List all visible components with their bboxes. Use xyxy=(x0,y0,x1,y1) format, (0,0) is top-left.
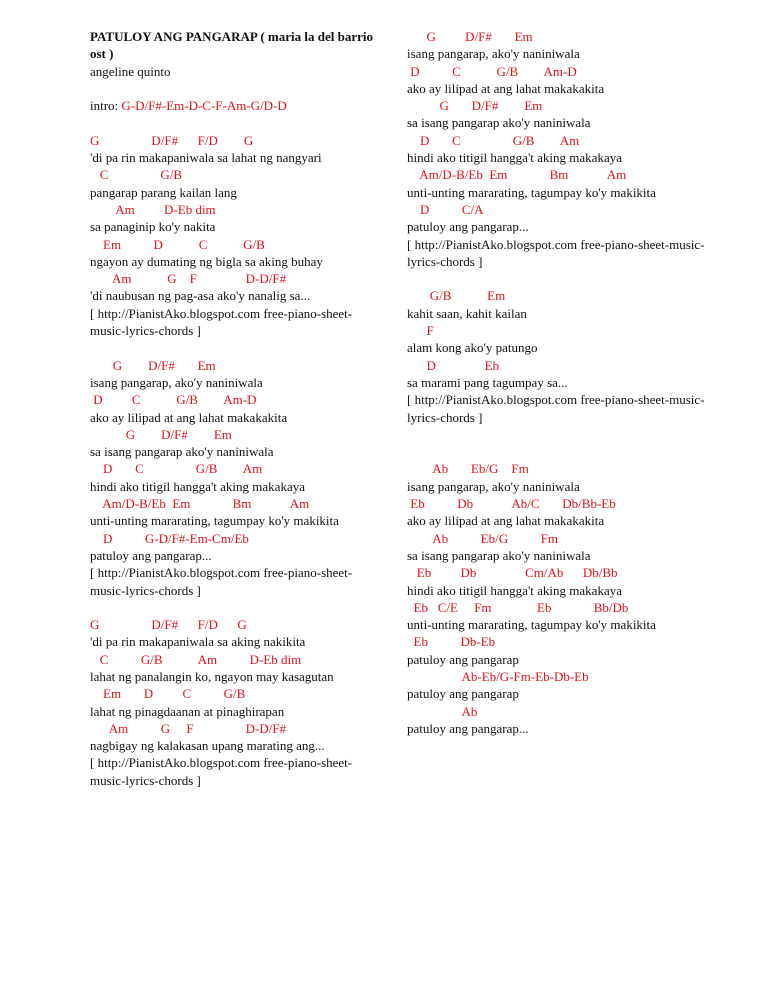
spacer xyxy=(90,114,375,131)
source-link-note: [ http://PianistAko.blogspot.com free-piano-sheet-music-lyrics-chords ] xyxy=(407,392,705,425)
right-column xyxy=(407,28,707,737)
chord-line: D C/A xyxy=(407,201,484,217)
chord-line: D C G/B Am-D xyxy=(90,392,257,408)
chord-line: Eb Db Cm/Ab Db/Bb xyxy=(407,565,618,581)
source-link-note: [ http://PianistAko.blogspot.com free-piano-sheet-music-lyrics-chords ] xyxy=(90,565,353,598)
chord-line: G D/F# Em xyxy=(90,426,232,442)
chord-line: Ab Eb/G Fm xyxy=(407,461,529,477)
chord-line: D Eb xyxy=(407,357,500,373)
lyric-line: isang pangarap, ako'y naniniwala xyxy=(407,478,580,494)
chorus-3 xyxy=(407,460,707,737)
chord-line: Em D C G/B xyxy=(90,686,246,702)
lyric-line: patuloy ang pangarap xyxy=(407,686,519,702)
chord-line: Ab Eb/G Fm xyxy=(407,530,558,546)
chord-line: Eb C/E Fm Eb Bb/Db xyxy=(407,599,629,615)
source-link-note: [ http://PianistAko.blogspot.com free-piano-sheet-music-lyrics-chords ] xyxy=(90,755,353,788)
lyric-line: pangarap parang kailan lang xyxy=(90,184,237,200)
chord-line: D C G/B Am-D xyxy=(407,63,577,79)
lyric-line: unti-unting mararating, tagumpay ko'y makikita xyxy=(407,184,656,200)
lyric-line: hindi ako titigil hangga't aking makakaya xyxy=(90,478,305,494)
chord-line: F xyxy=(407,323,434,339)
bridge xyxy=(407,287,707,425)
lyric-line: sa isang pangarap ako'y naniniwala xyxy=(407,547,591,563)
chord-line: G D/F# Em xyxy=(407,98,543,114)
chord-line: Eb Db-Eb xyxy=(407,634,496,650)
chorus-1 xyxy=(90,357,375,599)
chord-line: G D/F# F/D G xyxy=(90,617,247,633)
chord-line: Eb Db Ab/C Db/Bb-Eb xyxy=(407,496,616,512)
chord-line: G/B Em xyxy=(407,288,506,304)
lyric-line: ako ay lilipad at ang lahat makakakita xyxy=(407,80,605,96)
lyric-line: nagbigay ng kalakasan upang marating ang... xyxy=(90,738,325,754)
chord-line: C G/B xyxy=(90,167,183,183)
lyric-line: ngayon ay dumating ng bigla sa aking buhay xyxy=(90,253,323,269)
intro-line xyxy=(90,97,375,114)
intro-chords: G-D/F#-Em-D-C-F-Am-G/D-D xyxy=(121,98,287,114)
chord-line: D G-D/F#-Em-Cm/Eb xyxy=(90,530,249,546)
lyric-line: isang pangarap, ako'y naniniwala xyxy=(90,374,263,390)
lyric-line: 'di pa rin makapaniwala sa aking nakikita xyxy=(90,634,306,650)
chord-line: Am G F D-D/F# xyxy=(90,271,287,287)
chord-line: Am/D-B/Eb Em Bm Am xyxy=(407,167,627,183)
artist-name: angeline quinto xyxy=(90,63,171,79)
lyric-line: sa isang pangarap ako'y naniniwala xyxy=(407,115,591,131)
spacer xyxy=(407,270,707,287)
lyric-line: lahat ng pinagdaanan at pinaghirapan xyxy=(90,703,285,719)
spacer xyxy=(407,426,707,461)
verse-2 xyxy=(90,616,375,789)
song-title: PATULOY ANG PANGARAP ( maria la del barrio ost ) xyxy=(90,29,377,62)
spacer xyxy=(90,339,375,356)
chord-line: C G/B Am D-Eb dim xyxy=(90,651,302,667)
lyric-line: sa marami pang tagumpay sa... xyxy=(407,374,568,390)
lyric-line: 'di naubusan ng pag-asa ako'y nanalig sa... xyxy=(90,288,311,304)
chord-line: Am D-Eb dim xyxy=(90,201,216,217)
spacer xyxy=(90,599,375,616)
lyric-line: patuloy ang pangarap xyxy=(407,651,519,667)
lyric-line: sa panaginip ko'y nakita xyxy=(90,219,216,235)
lyric-line: hindi ako titigil hangga't aking makakaya xyxy=(407,150,622,166)
lyric-line: patuloy ang pangarap... xyxy=(407,720,529,736)
lyric-line: patuloy ang pangarap... xyxy=(407,219,529,235)
source-link-note: [ http://PianistAko.blogspot.com free-piano-sheet-music-lyrics-chords ] xyxy=(407,236,705,269)
source-link-note: [ http://PianistAko.blogspot.com free-piano-sheet-music-lyrics-chords ] xyxy=(90,305,353,339)
lyric-line: patuloy ang pangarap... xyxy=(90,547,212,563)
lyric-line: sa isang pangarap ako'y naniniwala xyxy=(90,444,274,460)
verse-1 xyxy=(90,132,375,340)
lyric-line: lahat ng panalangin ko, ngayon may kasagutan xyxy=(90,668,334,684)
left-column xyxy=(90,28,375,789)
spacer xyxy=(90,80,375,97)
lyric-line: ako ay lilipad at ang lahat makakakita xyxy=(407,513,605,529)
lyric-line: ako ay lilipad at ang lahat makakakita xyxy=(90,409,288,425)
chord-line: D C G/B Am xyxy=(407,132,580,148)
lyric-line: alam kong ako'y patungo xyxy=(407,340,538,356)
chord-line: Am/D-B/Eb Em Bm Am xyxy=(90,496,310,512)
lyric-line: unti-unting mararating, tagumpay ko'y makikita xyxy=(407,617,656,633)
chord-line: Ab xyxy=(407,703,478,719)
chord-line: G D/F# Em xyxy=(90,357,216,373)
chord-line: Ab-Eb/G-Fm-Eb-Db-Eb xyxy=(407,668,589,684)
chorus-2 xyxy=(407,28,707,270)
chord-line: G D/F# Em xyxy=(407,29,533,44)
lyric-line: unti-unting mararating, tagumpay ko'y makikita xyxy=(90,513,339,529)
chord-line: G D/F# F/D G xyxy=(90,132,254,148)
lyric-line: 'di pa rin makapaniwala sa lahat ng nangyari xyxy=(90,150,322,166)
chord-line: Am G F D-D/F# xyxy=(90,720,287,736)
lyric-line: hindi ako titigil hangga't aking makakaya xyxy=(407,582,622,598)
lyric-line: kahit saan, kahit kailan xyxy=(407,305,527,321)
lyric-line: isang pangarap, ako'y naniniwala xyxy=(407,46,580,62)
chord-line: D C G/B Am xyxy=(90,461,263,477)
intro-label: intro: xyxy=(90,98,122,114)
chord-line: Em D C G/B xyxy=(90,236,265,252)
